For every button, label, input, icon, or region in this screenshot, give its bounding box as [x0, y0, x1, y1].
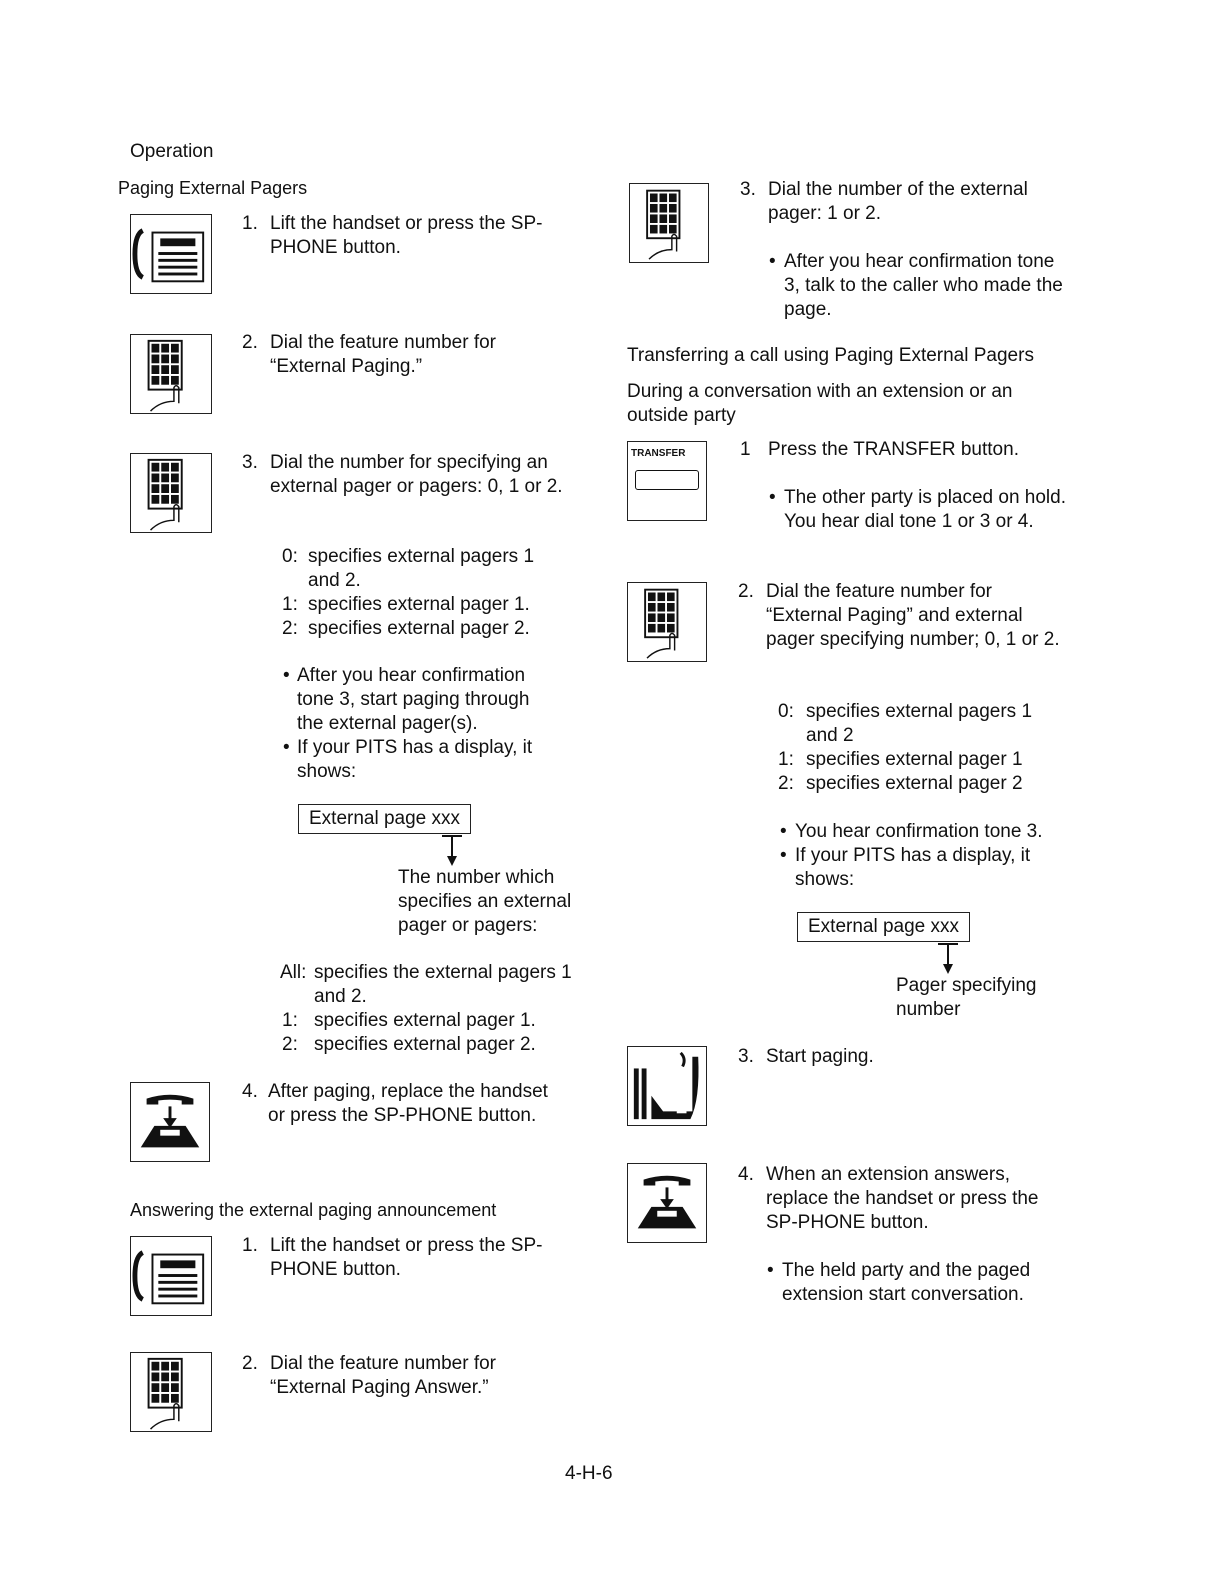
- option-text: specifies external pager 1.: [308, 594, 530, 615]
- hang-up-icon: [627, 1163, 707, 1243]
- option-key: 1:: [282, 1010, 298, 1031]
- bullet-dot: •: [769, 487, 776, 508]
- step-number: 2.: [242, 1353, 258, 1374]
- keypad-icon: [627, 582, 707, 662]
- bullet-text: The other party is placed on hold. You hear dial tone 1 or 3 or 4.: [784, 487, 1067, 532]
- option-text: specifies external pager 1.: [314, 1010, 536, 1031]
- transfer-label: TRANSFER: [631, 448, 686, 459]
- section-heading-transferring: Transferring a call using Paging External Pagers: [627, 345, 1034, 366]
- phone-handset-icon: [130, 214, 212, 294]
- keypad-icon: [130, 334, 212, 414]
- section-heading-paging: Paging External Pagers: [118, 178, 308, 198]
- step-text: When an extension answers, replace the handset or press the SP-PHONE button.: [766, 1164, 1039, 1233]
- transfer-button-icon: [627, 441, 707, 521]
- bullet-text: If your PITS has a display, it shows:: [795, 845, 1031, 890]
- section-intro: During a conversation with an extension or an outside party: [627, 381, 1013, 426]
- step-text: Dial the feature number for “External Paging.”: [270, 332, 497, 377]
- step-number: 2.: [242, 332, 258, 353]
- step-number: 1.: [242, 213, 258, 234]
- phone-handset-icon: [130, 1236, 212, 1316]
- bullet-text: You hear confirmation tone 3.: [795, 821, 1043, 842]
- bullet-dot: •: [283, 737, 290, 758]
- option-text: specifies external pagers 1 and 2.: [308, 546, 535, 591]
- keypad-icon: [130, 1352, 212, 1432]
- step-text: Start paging.: [766, 1046, 874, 1067]
- section-heading-answering: Answering the external paging announcement: [130, 1200, 497, 1220]
- step-number: 4.: [242, 1081, 258, 1102]
- option-text: specifies external pager 2.: [314, 1034, 536, 1055]
- keypad-icon: [130, 453, 212, 533]
- step-number: 4.: [738, 1164, 754, 1185]
- bullet-dot: •: [283, 665, 290, 686]
- keypad-icon: [629, 183, 709, 263]
- step-number: 2.: [738, 581, 754, 602]
- option-text: specifies the external pagers 1 and 2.: [314, 962, 572, 1007]
- step-number: 3.: [740, 179, 756, 200]
- step-text: Dial the number of the external pager: 1 or 2.: [768, 179, 1028, 224]
- display-caption: The number which specifies an external pager or pagers:: [398, 867, 572, 936]
- page-number: 4-H-6: [565, 1463, 613, 1484]
- page-title: Operation: [130, 141, 214, 162]
- option-key: 0:: [282, 546, 298, 567]
- option-key: 2:: [778, 773, 794, 794]
- step-number: 3.: [242, 452, 258, 473]
- bullet-text: After you hear confirmation tone 3, talk to the caller who made the page.: [784, 251, 1063, 320]
- step-text: Dial the feature number for “External Paging Answer.”: [270, 1353, 497, 1398]
- step-text: Press the TRANSFER button.: [768, 439, 1019, 460]
- step-text: After paging, replace the handset or press the SP-PHONE button.: [268, 1081, 548, 1126]
- bullet-dot: •: [780, 821, 787, 842]
- display-caption: Pager specifying number: [896, 975, 1037, 1020]
- bullet-text: If your PITS has a display, it shows:: [297, 737, 533, 782]
- option-text: specifies external pager 2.: [308, 618, 530, 639]
- step-text: Lift the handset or press the SP-PHONE button.: [270, 1235, 543, 1280]
- start-paging-icon: [627, 1046, 707, 1126]
- step-text: Dial the feature number for “External Paging” and external pager specifying number; 0, 1 or 2.: [766, 581, 1060, 650]
- transfer-key: [635, 470, 699, 490]
- option-key: 2:: [282, 618, 298, 639]
- step-text: Dial the number for specifying an external pager or pagers: 0, 1 or 2.: [270, 452, 563, 497]
- step-number: 1.: [242, 1235, 258, 1256]
- step-text: Lift the handset or press the SP-PHONE button.: [270, 213, 543, 258]
- display-box: External page xxx: [797, 912, 970, 942]
- arrow-down-icon: [438, 834, 466, 868]
- bullet-dot: •: [769, 251, 776, 272]
- step-number: 3.: [738, 1046, 754, 1067]
- arrow-down-icon: [934, 942, 962, 976]
- option-key: 0:: [778, 701, 794, 722]
- bullet-dot: •: [780, 845, 787, 866]
- option-key: 1:: [778, 749, 794, 770]
- option-key: 1:: [282, 594, 298, 615]
- option-text: specifies external pager 1: [806, 749, 1023, 770]
- option-key: 2:: [282, 1034, 298, 1055]
- bullet-text: The held party and the paged extension start conversation.: [782, 1260, 1031, 1305]
- bullet-dot: •: [767, 1260, 774, 1281]
- display-box: External page xxx: [298, 804, 471, 834]
- bullet-text: After you hear confirmation tone 3, start paging through the external pager(s).: [297, 665, 530, 734]
- option-key: All:: [280, 962, 307, 983]
- step-number: 1: [740, 439, 751, 460]
- hang-up-icon: [130, 1082, 210, 1162]
- option-text: specifies external pagers 1 and 2: [806, 701, 1033, 746]
- option-text: specifies external pager 2: [806, 773, 1023, 794]
